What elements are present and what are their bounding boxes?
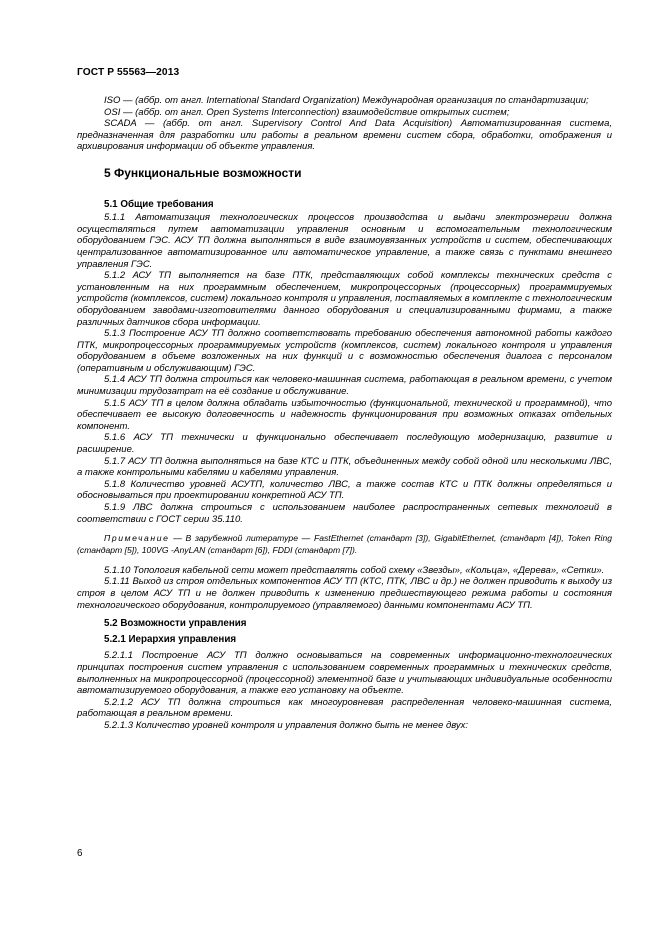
clause-5-1-4: 5.1.4 АСУ ТП должна строиться как человеко-машинная система, работающая в реальном времени, с учетом минимизации трудозатрат на её создание и обслуживание.	[77, 374, 612, 398]
clause-5-2-1-1: 5.2.1.1 Построение АСУ ТП должно основываться на современных информационно-технологических принципах построения систем управления с использованием современных программных и технических средств, выполненных на микропроцессорной (процессорной) элементной базе и учитывающих индивидуальные особенности автоматизируемого оборудования, а также его установку на объекте.	[77, 650, 612, 697]
clause-5-1-6: 5.1.6 АСУ ТП технически и функционально обеспечивает последующую модернизацию, развитие и расширение.	[77, 432, 612, 456]
abbreviation-iso: ISO — (аббр. от англ. International Standard Organization) Международная организация по стандартизации;	[104, 95, 589, 106]
clause-5-2-1-2: 5.2.1.2 АСУ ТП должна строиться как многоуровневая распределенная человеко-машинная система, работающая в реальном времени.	[77, 696, 612, 720]
clause-5-1-1: 5.1.1 Автоматизация технологических процессов производства и выдачи электроэнергии должна осуществляться путем автоматизации управления основным и вспомогательным технологическим оборудованием ГЭС. АСУ ТП должна выполняться в виде взаимоувязанных устройств и систем, обеспечивающих централизованное автоматизированное или автоматическое управление, а также связь с пунктами внешнего управления ГЭС.	[77, 212, 612, 270]
page-number: 6	[77, 848, 83, 859]
note-text: — В зарубежной литературе — FastEthernet (стандарт [3]), GigabitEthernet, (стандарт [4]), Token Ring (стандарт [5]), 100VG -AnyLAN (стандарт [6]), FDDI (стандарт [7]).	[77, 533, 612, 555]
clause-5-1-8: 5.1.8 Количество уровней АСУТП, количество ЛВС, а также состав КТС и ПТК должны определяться и обосновываться при проектировании конкретной АСУ ТП.	[77, 478, 612, 502]
document-body	[77, 95, 612, 732]
note-label: Примечание	[104, 533, 170, 544]
clause-5-1-2: 5.1.2 АСУ ТП выполняется на базе ПТК, представляющих собой комплексы технических средств с установленным на них программным обеспечением, микропроцессорных (процессорных) программируемых устройств (комплексов, систем) локального контроля и управления, поставляемых в комплекте с технологическим оборудованием заводами-изготовителями данного оборудования и специализированными фирмами, а также различных датчиков сбора информации.	[77, 270, 612, 328]
clause-5-1-11: 5.1.11 Выход из строя отдельных компонентов АСУ ТП (КТС, ПТК, ЛВС и др.) не должен приводить к выходу из строя в целом АСУ ТП и не должен приводить к изменению предшествующего режима работы и состояния технологического оборудования, контролируемого (управляемого) данными компонентами АСУ ТП.	[77, 576, 612, 611]
abbreviation-scada: SCADA — (аббр. от англ. Supervisory Control And Data Acquisition) Автоматизированная система, предназначенная для разработки или работы в реальном времени систем сбора, обработки, отображения и архивирования информации об объекте управления.	[77, 118, 612, 153]
clause-5-1-5: 5.1.5 АСУ ТП в целом должна обладать избыточностью (функциональной, технической и программной), что обеспечивает ее высокую долговечность и надежность функционирования при возможных отказах отдельных компонент.	[77, 397, 612, 432]
section-5-1-heading: 5.1 Общие требования	[104, 198, 214, 210]
document-header: ГОСТ Р 55563—2013	[77, 67, 180, 78]
clause-5-1-9: 5.1.9 ЛВС должна строиться с использованием наиболее распространенных сетевых технологий в соответствии с ГОСТ серии 35.110.	[77, 502, 612, 525]
clause-5-1-7: 5.1.7 АСУ ТП должна выполняться на базе КТС и ПТК, объединенных между собой одной или несколькими ЛВС, а также контрольными кабелями и кабелями управления.	[77, 455, 612, 479]
clause-5-2-1-3: 5.2.1.3 Количество уровней контроля и управления должно быть не менее двух:	[104, 719, 469, 731]
abbreviation-osi: OSI — (аббр. от англ. Open Systems Interconnection) взаимодействие открытых систем;	[104, 106, 510, 118]
clause-5-1-10: 5.1.10 Топология кабельной сети может представлять собой схему «Звезды», «Кольца», «Дерева», «Сетки».	[104, 564, 605, 576]
section-5-heading: 5 Функциональные возможности	[104, 165, 302, 180]
section-5-2-heading: 5.2 Возможности управления	[104, 618, 247, 630]
note	[77, 533, 612, 557]
clause-5-1-3: 5.1.3 Построение АСУ ТП должно соответствовать требованию обеспечения автономной работы каждого ПТК, микропроцессорных программируемых устройств (комплексов, систем) локального контроля и управления оборудованием в объеме возложенных на них функций и с возможностью обеспечения диалога с персоналом (оперативным и обслуживающим) ГЭС.	[77, 328, 612, 374]
section-5-2-1-heading: 5.2.1 Иерархия управления	[104, 633, 237, 645]
